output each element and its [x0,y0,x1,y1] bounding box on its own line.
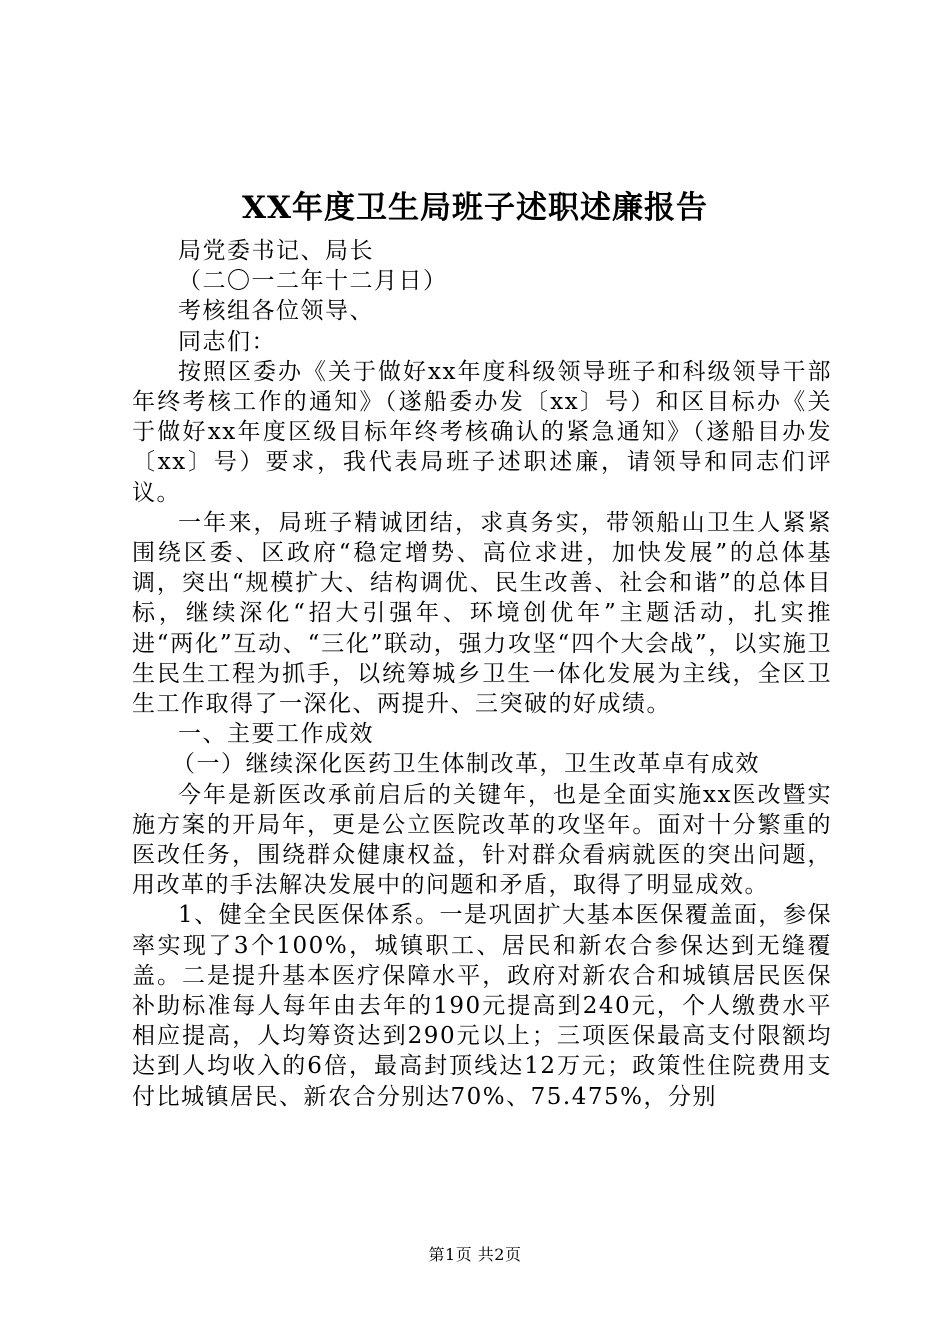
salutation-line-1: 考核组各位领导、 [178,298,374,325]
section-heading: 一、主要工作成效 [178,721,374,748]
document-body [132,236,832,1112]
body-paragraph: 一年来，局班子精诚团结，求真务实，带领船山卫生人紧紧围绕区委、区政府“稳定增势、高位求进，加快发展”的总体基调，突出“规模扩大、结构调优、民生改善、社会和谐”的总体目标，继续深化“招大引强年、环境创优年”主题活动，扎实推进“两化”互动、“三化”联动，强力攻坚“四个大会战”，以实施卫生民生工程为抓手，以统筹城乡卫生一体化发展为主线，全区卫生工作取得了一深化、两提升、三突破的好成绩。 [132,509,832,718]
salutation-line-2: 同志们： [178,328,276,355]
subsection-heading: （一）继续深化医药卫生体制改革，卫生改革卓有成效 [172,751,760,778]
body-paragraph: 按照区委办《关于做好xx年度科级领导班子和科级领导干部年终考核工作的通知》（遂船委办发〔xx〕号）和区目标办《关于做好xx年度区级目标年终考核确认的紧急通知》（遂船目办发〔xx〕号）要求，我代表局班子述职述廉，请领导和同志们评议。 [132,358,832,506]
document-title: XX年度卫生局班子述职述廉报告 [241,190,709,226]
body-paragraph: 今年是新医改承前启后的关键年，也是全面实施xx医改暨实施方案的开局年，更是公立医院改革的攻坚年。面对十分繁重的医改任务，围绕群众健康权益，针对群众看病就医的突出问题，用改革的手法解决发展中的问题和矛盾，取得了明显成效。 [132,781,832,899]
author-line: 局党委书记、局长 [178,238,374,264]
body-paragraph: 1、健全全民医保体系。一是巩固扩大基本医保覆盖面，参保率实现了3个100%，城镇职工、居民和新农合参保达到无缝覆盖。二是提升基本医疗保障水平，政府对新农合和城镇居民医保补助标准每人每年由去年的190元提高到240元，个人缴费水平相应提高，人均筹资达到290元以上；三项医保最高支付限额均达到人均收入的6倍，最高封顶线达12万元；政策性住院费用支付比城镇居民、新农合分别达70%、75.475%，分别 [132,902,832,1110]
date-line: （二〇一二年十二月日） [178,268,448,295]
page-footer: 第1页 共2页 [428,1245,522,1264]
